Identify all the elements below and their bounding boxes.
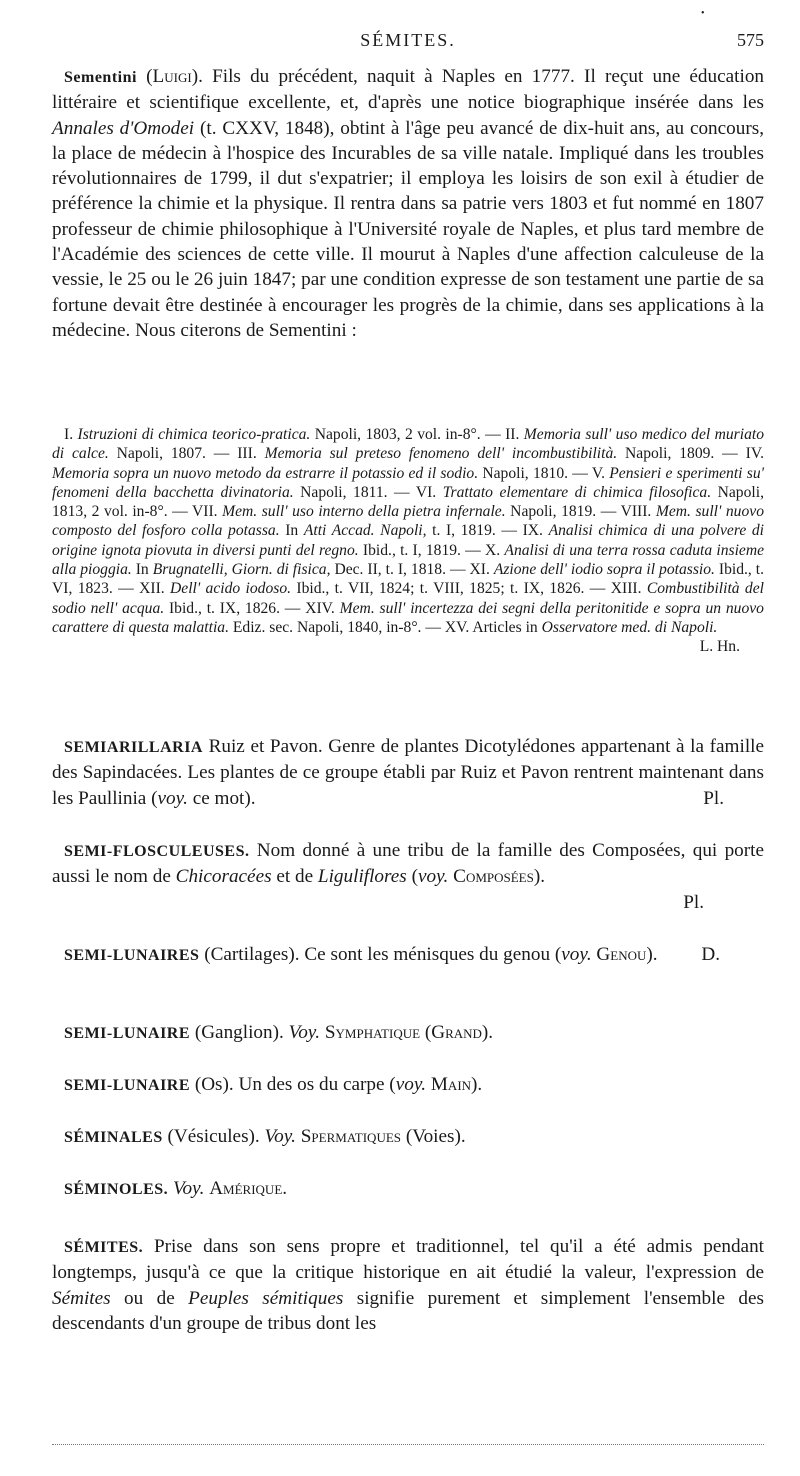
biblio-text: Articles in [472,618,542,636]
cross-ref: Symphatique [324,1022,421,1043]
entry-text: (Vésicules). [162,1126,265,1147]
cross-ref: Grand [431,1022,482,1043]
biblio-text: XII. [139,580,171,598]
biblio-text: XI. [469,561,494,579]
headword: SEMI-FLOSCULEUSES. [64,843,250,860]
headword: SEMI-LUNAIRE [64,1025,191,1042]
biblio-text: Napoli, 1811. — [293,483,416,501]
voy-ref: voy. [395,1074,427,1095]
voy-ref: voy. [417,866,449,888]
work-title: Memoria sopra un nuovo metodo da estrarre il potassio ed il sodio. [52,464,479,482]
entry-text: Ruiz et Pavon. Genre de plantes Dicotylédones appartenant à la famille des Sapindacées. Les plantes de ce groupe établi par Ruiz et Pavon rentrent maintenant dans les Paullinia ( [52,736,764,809]
cross-ref: Main [430,1074,472,1095]
work-title: Brugnatelli, Giorn. di fisica, [152,561,331,579]
headword: SEMI-LUNAIRES [64,947,200,964]
term: Peuples sémitiques [188,1287,344,1309]
biblio-text: Napoli, 1809. — [617,445,746,463]
biblio-text: VII. [192,503,223,521]
entry-text: ). [533,866,546,888]
work-title: Dell' acido iodoso. [170,580,292,598]
bibliography [52,425,764,657]
given-name: Luigi [152,66,192,87]
cross-ref: Composées [453,866,534,888]
entry-text: ( [406,866,418,888]
biblio-text: IV. [745,445,764,463]
work-title: Mem. sull' incertezza dei segni della peritonitide e sopra un nuovo carattere di questa malattia. [52,599,764,636]
biblio-text: Ibid., t. VI, 1823. — [52,561,765,598]
term: Liguliflores [317,866,407,888]
entry-text: (Ganglion). [190,1022,289,1043]
voy-ref: voy. [561,944,592,965]
entry-semi-lunaire-os [52,1072,764,1098]
voy-ref: Voy. [172,1178,205,1199]
voy-ref: Voy. [288,1022,321,1043]
entry-seminales [52,1124,764,1150]
entry-text: ( [420,1022,432,1043]
entry-text: et de [271,866,318,888]
entry-text: signifie purement et simplement l'ensemble des descendants d'un groupe de tribus dont les [52,1287,764,1334]
voy-ref: Voy. [264,1126,296,1147]
headword: SÉMITES. [64,1239,144,1256]
biblio-text: VI. [415,483,443,501]
biblio-text: Ibid., t. IX, 1826. — [164,599,306,617]
biblio-text: Napoli, 1819. — [505,503,621,521]
work-title: Mem. sull' nuovo composto del fosforo colla potassa. [52,503,764,540]
entry-text: ce mot). [187,787,256,809]
entry-semi-lunaires [52,942,764,968]
work-title: Combustibilità del sodio nell' acqua. [52,580,764,617]
entry-text: ). Fils du précédent, naquit à Naples en 1777. Il reçut une éducation littéraire et scientifique excellente, et, d'après une notice biographique insérée dans les [52,66,765,114]
entry-text: ). [646,944,658,965]
biblio-text: XV. [444,618,473,636]
work-title: Azione dell' iodio sopra il potassio. [493,561,715,579]
bottom-dotted-rule [52,1444,764,1445]
entry-semi-lunaire-ganglion [52,1020,764,1046]
cross-ref: Genou [596,944,647,965]
biblio-text: In [131,561,153,579]
work-title: Atti Accad. Napoli, [303,522,427,540]
work-title: Pensieri e sperimenti su' fenomeni della bacchetta divinatoria. [52,464,764,501]
biblio-text: VIII. [620,503,656,521]
entry-text: (Cartilages). Ce sont les ménisques du genou ( [199,944,562,965]
work-title: Memoria sull' uso medico del muriato di calce. [52,426,765,463]
biblio-text: Ibid., t. I, 1819. — [358,541,486,559]
signature: Pl. [683,891,704,913]
page-header [52,30,764,56]
entry-seminoles [52,1176,764,1202]
entry-text: ). [471,1074,483,1095]
running-title: SÉMITES. [360,30,456,50]
biblio-text: II. [505,426,524,443]
biblio-text: Dec. II, t. I, 1818. — [330,561,470,579]
page-number: 575 [737,30,764,50]
entry-text: (t. CXXV, 1848), obtint à l'âge peu avancé de dix-huit ans, au concours, la place de médecin à l'hospice des Incurables de sa ville natale. Impliqué dans les troubles révolutionnaires de 1799, il dut s'expatrier; il employa les loisirs de son exil à étudier de préférence la chimie et la physique. Il rentra dans sa patrie vers 1803 et fut nommé en 1807 professeur de chimie philosophique à l'Université royale de Naples, et plus tard membre de l'Académie des sciences de cette ville. Il mourut à Naples d'une affection calculeuse de la vessie, le 25 ou le 26 juin 1847; par une condition expresse de son testament une partie de sa fortune devait être destinée à encourager les progrès de la chimie, dans ses applications à la médecine. Nous citerons de Sementini : [52,117,765,341]
headword: SÉMINOLES. [64,1181,169,1198]
biblio-text: Ediz. sec. Napoli, 1840, in-8°. — [229,618,445,636]
journal-title: Annales d'Omodei [52,117,195,139]
term: Sémites [52,1287,111,1309]
entry-sementini: Sementini (Luigi). Fils du précédent, naquit à Naples en 1777. Il reçut une éducation littéraire et scientifique excellente, et, d'après une notice biographique insérée dans les Annales d'Omodei (t. CXXV, 1848), obtint à l'âge peu avancé de dix-huit ans, au concours, la place de médecin à l'hospice des Incurables de sa ville natale. Impliqué dans les troubles révolutionnaires de 1799, il dut s'expatrier; il employa les loisirs de son exil à étudier de préférence la chimie et la physique. Il rentra dans sa patrie vers 1803 et fut nommé en 1807 professeur de chimie philosophique à l'Université royale de Naples, et plus tard membre de l'Académie des sciences de cette ville. Il mourut à Naples d'une affection calculeuse de la vessie, le 25 ou le 26 juin 1847; par une condition expresse de son testament une partie de sa fortune devait être destinée à encourager les progrès de la chimie, dans ses applications à la médecine. Nous citerons de Sementini : [52,66,765,341]
headword: Sementini [64,69,137,86]
biblio-text: Napoli, 1807. — [108,445,238,463]
biblio-text: III. [237,445,265,463]
entry-semi-flosculeuses [52,838,764,915]
biblio-text: IX. [522,522,549,540]
voy-ref: voy. [157,787,188,809]
biblio-text: XIII. [610,580,647,598]
biblio-text: XIV. [305,599,340,617]
entry-text: Prise dans son sens propre et traditionnel, tel qu'il a été admis pendant longtemps, jusqu'à ce que la critique historique en ait étudié la valeur, l'expression de [52,1236,764,1284]
biblio-text: Napoli, 1810. — [478,464,592,482]
entry-text: ). [481,1022,494,1043]
signature: D. [701,944,720,965]
biblio-text: I. [64,426,78,443]
work-title: Memoria sul preteso fenomeno dell' incombustibilità. [264,445,618,463]
entry-semites [52,1234,764,1336]
headword: SEMI-LUNAIRE [64,1077,191,1094]
work-title: Istruzioni di chimica teorico-pratica. [77,426,311,443]
term: Chicoracées [175,866,272,888]
work-title: Mem. sull' uso interno della pietra infernale. [222,503,506,521]
work-title: Analisi di una terra rossa caduta insieme alla pioggia. [52,541,765,579]
biblio-text: t. I, 1819. — [426,522,523,540]
headword: SEMIARILLARIA [64,739,203,756]
top-mark: • [701,8,705,19]
entry-text: Nom donné à une tribu de la famille des Composées, qui porte aussi le nom de [52,840,764,888]
biblio-text: Napoli, 1813, 2 vol. in-8°. — [52,483,764,521]
signature: L. Hn. [699,638,740,656]
biblio-text: Napoli, 1803, 2 vol. in-8°. — [310,426,506,443]
work-title: Trattato elementare di chimica filosofica. [442,483,712,501]
entry-text: . [282,1178,288,1199]
cross-ref: Spermatiques [300,1126,402,1147]
signature: Pl. [703,787,724,809]
work-title: Osservatore med. di Napoli. [541,618,718,636]
headword: SÉMINALES [64,1129,163,1146]
biblio-text: Ibid., t. VII, 1824; t. VIII, 1825; t. IX, 1826. — [291,580,611,598]
entry-text: ou de [110,1287,189,1309]
entry-semiarillaria [52,734,764,811]
biblio-text: X. [485,541,505,559]
entry-text: (Voies). [401,1126,466,1147]
entry-text: (Os). Un des os du carpe ( [190,1074,396,1095]
work-title: Analisi chimica di una polvere di origine ignota piovuta in diversi punti del regno. [52,522,764,559]
cross-ref: Amérique [209,1178,283,1199]
biblio-text: In [279,522,304,540]
biblio-text: V. [591,464,610,482]
